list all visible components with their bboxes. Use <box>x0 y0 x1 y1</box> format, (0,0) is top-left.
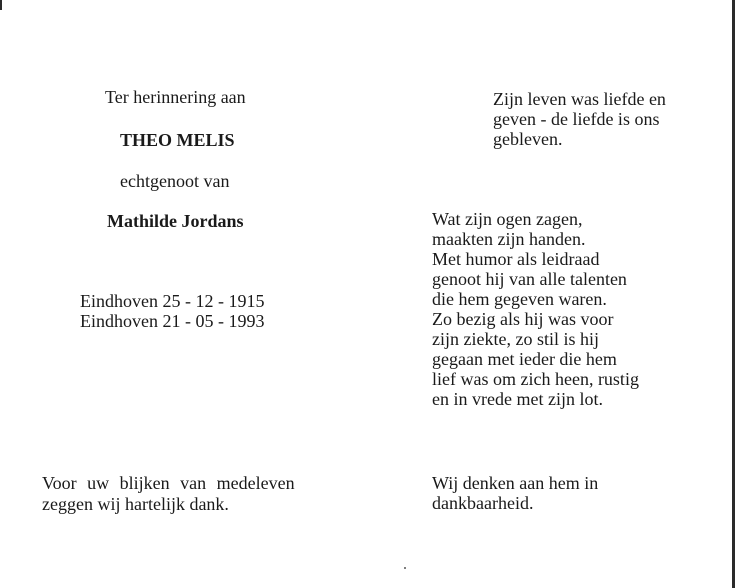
spouse-name: Mathilde Jordans <box>107 211 244 231</box>
motto-line: Zijn leven was liefde en <box>493 89 666 109</box>
poem-line: die hem gegeven waren. <box>432 289 607 309</box>
relation-text: echtgenoot van <box>120 171 230 191</box>
intro-text: Ter herinnering aan <box>105 87 246 107</box>
poem-line: Wat zijn ogen zagen, <box>432 209 583 229</box>
deceased-name: THEO MELIS <box>120 130 235 150</box>
poem-line: maakten zijn handen. <box>432 229 586 249</box>
scan-speck <box>404 567 406 569</box>
poem-line: Met humor als leidraad <box>432 249 600 269</box>
poem-line: lief was om zich heen, rustig <box>432 369 639 389</box>
poem-line: zijn ziekte, zo stil is hij <box>432 329 599 349</box>
thanks-line-2: zeggen wij hartelijk dank. <box>42 494 229 514</box>
poem-line: Zo bezig als hij was voor <box>432 309 614 329</box>
closing-line: Wij denken aan hem in <box>432 473 599 493</box>
card-corner-mark <box>0 0 2 10</box>
poem-line: genoot hij van alle talenten <box>432 269 627 289</box>
thanks-line-1: Voor uw blijken van medeleven <box>42 473 295 493</box>
death-date: Eindhoven 21 - 05 - 1993 <box>80 311 265 331</box>
poem-line: en in vrede met zijn lot. <box>432 389 603 409</box>
poem-line: gegaan met ieder die hem <box>432 349 617 369</box>
motto-line: gebleven. <box>493 129 563 149</box>
motto-line: geven - de liefde is ons <box>493 109 660 129</box>
birth-date: Eindhoven 25 - 12 - 1915 <box>80 291 265 311</box>
closing-line: dankbaarheid. <box>432 493 534 513</box>
